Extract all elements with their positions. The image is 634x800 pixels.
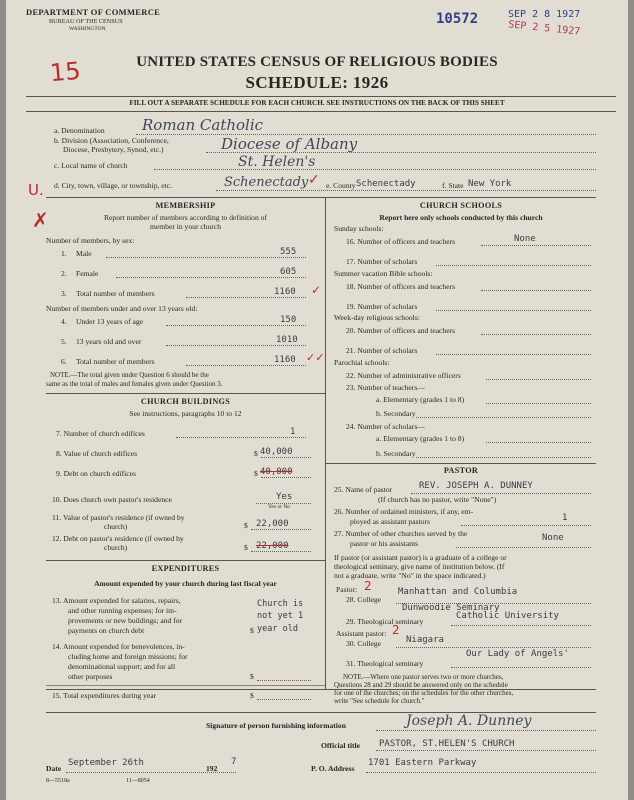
q14-line-1: 14. Amount expended for benevolences, in-: [52, 642, 185, 651]
q9-label: 9. Debt on church edifices: [56, 469, 136, 478]
q15-label: 15. Total expenditures during year: [52, 691, 157, 700]
q19-label: 19. Number of scholars: [346, 302, 418, 311]
q22-label: 22. Number of administrative officers: [346, 371, 461, 380]
q2-label: Female: [76, 269, 99, 278]
q14-line-4: other purposes: [68, 672, 113, 681]
pastor-note-2: Questions 28 and 29 should be answered only on the schedule: [334, 681, 508, 689]
bureau-label: BUREAU OF THE CENSUS: [49, 18, 123, 25]
q6-label: Total number of members: [76, 357, 155, 366]
department-label: DEPARTMENT OF COMMERCE: [26, 7, 161, 17]
form-title: UNITED STATES CENSUS OF RELIGIOUS BODIES: [136, 54, 498, 70]
q14-line-2: cluding home and foreign missions; for: [68, 652, 188, 661]
membership-heading: MEMBERSHIP: [155, 201, 216, 210]
q25-note: (If church has no pastor, write "None"): [378, 495, 497, 504]
q20-label: 20. Number of officers and teachers: [346, 326, 456, 335]
red-check: ✓: [311, 283, 322, 297]
church-name-value: St. Helen's: [238, 154, 316, 170]
q25-value: REV. JOSEPH A. DUNNEY: [419, 481, 533, 491]
q15-dollar: $: [250, 691, 254, 700]
stamp-number: 10572: [436, 11, 479, 27]
q13-line-2: and other running expenses; for im-: [68, 606, 177, 615]
q23a-label: a. Elementary (grades 1 to 8): [376, 395, 465, 404]
handwritten-2: 2: [364, 579, 372, 593]
q29-value-2: Catholic University: [456, 611, 559, 621]
q4-number: 4.: [61, 317, 67, 326]
q16-value: None: [514, 234, 536, 244]
schools-sub: Report here only schools conducted by this church: [379, 213, 543, 222]
membership-note-1: NOTE.—The total given under Question 6 should be the: [50, 371, 209, 379]
q9-value: 40,000: [260, 467, 293, 477]
pastor-note-1: NOTE.—Where one pastor serves two or more churches,: [343, 673, 504, 681]
q2-value: 605: [280, 267, 297, 277]
po-address-label: P. O. Address: [311, 764, 355, 773]
handwritten-number: 15: [48, 56, 82, 88]
membership-sub-2: member in your church: [149, 222, 222, 231]
q27-value: None: [542, 533, 564, 543]
pastor-note-3: for one of the churches; on the schedules for the other churches,: [334, 689, 514, 697]
q4-value: 150: [280, 315, 297, 325]
red-check: ✓: [308, 172, 320, 188]
q30-value: Niagara: [406, 635, 444, 645]
form-code-1: 8—5518a: [46, 778, 70, 784]
stamp-date: SEP 2 8 1927: [508, 9, 581, 20]
q26-label: 26. Number of ordained ministers, if any, em-: [334, 507, 474, 516]
q18-label: 18. Number of officers and teachers: [346, 282, 456, 291]
stamp-date-struck: SEP 2 5 1927: [507, 19, 581, 38]
q31-label: 31. Theological seminary: [346, 659, 424, 668]
state-value: New York: [468, 179, 512, 189]
pastor-label: Pastor:: [336, 585, 358, 594]
form-code-2: 11—8054: [126, 778, 150, 784]
q26-label-2: ployed as assistant pastors: [350, 517, 430, 526]
q11-value: 22,000: [256, 519, 289, 529]
q13-value-2: not yet 1: [257, 611, 304, 621]
q14-dollar: $: [250, 672, 254, 681]
q28-label: 28. College: [346, 595, 382, 604]
q9-dollar: $: [254, 469, 258, 478]
assistant-pastor-label: Assistant pastor:: [336, 629, 387, 638]
signature-label: Signature of person furnishing information: [206, 721, 346, 730]
q7-value: 1: [290, 427, 296, 437]
division-label: b. Division (Association, Conference,: [54, 136, 169, 145]
q24a-label: a. Elementary (grades 1 to 8): [376, 434, 465, 443]
summer-schools-label: Summer vacation Bible schools:: [334, 269, 433, 278]
education-note-2: theological seminary, give name of institution below. (If: [334, 562, 505, 571]
city-town-label: d. City, town, village, or township, etc.: [54, 181, 173, 190]
weekday-schools-label: Week-day religious schools:: [334, 313, 420, 322]
denomination-value: Roman Catholic: [142, 116, 264, 134]
q27-label-2: pastor or his assistants: [350, 539, 419, 548]
education-note-1: If pastor (or assistant pastor) is a graduate of a college or: [334, 553, 507, 562]
q12-value: 22,000: [256, 541, 289, 551]
q13-line-3: provements or new buildings; and for: [68, 616, 183, 625]
q25-label: 25. Name of pastor: [334, 485, 393, 494]
q11-label-2: church): [104, 522, 128, 531]
parochial-schools-label: Parochial schools:: [334, 358, 390, 367]
q21-label: 21. Number of scholars: [346, 346, 418, 355]
buildings-heading: CHURCH BUILDINGS: [140, 397, 231, 406]
q24b-label: b. Secondary: [376, 449, 416, 458]
county-value: Schenectady: [356, 179, 416, 189]
yes-no-hint: Yes or No: [268, 504, 291, 510]
q13-dollar: $: [250, 626, 254, 635]
q5-label: 13 years old and over: [76, 337, 142, 346]
official-title-value: PASTOR, ST.HELEN'S CHURCH: [379, 739, 515, 749]
denomination-label: a. Denomination: [54, 126, 105, 135]
division-value: Diocese of Albany: [221, 135, 358, 153]
red-check: ✓✓: [306, 351, 325, 364]
q8-value: 40,000: [260, 447, 293, 457]
q23b-label: b. Secondary: [376, 409, 416, 418]
handwritten-2: 2: [392, 623, 400, 637]
schedule-title: SCHEDULE: 1926: [245, 73, 389, 92]
q10-label: 10. Does church own pastor's residence: [52, 495, 172, 504]
q3-number: 3.: [61, 289, 67, 298]
q14-line-3: denominational support; and for all: [68, 662, 176, 671]
state-label: f. State: [442, 181, 464, 190]
schools-heading: CHURCH SCHOOLS: [419, 201, 503, 210]
q5-value: 1010: [276, 335, 298, 345]
q29-value-1: Dunwoodie Seminary: [402, 603, 500, 613]
pastor-note-4: write "See schedule for church.": [334, 697, 425, 705]
buildings-sub: See instructions, paragraphs 10 to 12: [129, 409, 242, 418]
q24-label: 24. Number of scholars—: [346, 422, 425, 431]
members-by-age-label: Number of members under and over 13 years old:: [46, 304, 198, 313]
county-label: e. County: [326, 181, 356, 190]
q11-label: 11. Value of pastor's residence (if owned by: [52, 513, 185, 522]
q4-label: Under 13 years of age: [76, 317, 144, 326]
q3-label: Total number of members: [76, 289, 155, 298]
q13-value-1: Church is: [257, 599, 304, 609]
education-note-3: not a graduate, write "No" in the space indicated.): [334, 571, 486, 580]
q23-label: 23. Number of teachers—: [346, 383, 425, 392]
expenditures-sub: Amount expended by your church during last fiscal year: [94, 579, 277, 588]
sunday-schools-label: Sunday schools:: [334, 224, 384, 233]
q17-label: 17. Number of scholars: [346, 257, 418, 266]
q12-dollar: $: [244, 543, 248, 552]
church-name-label: c. Local name of church: [54, 161, 128, 170]
q1-value: 555: [280, 247, 297, 257]
handwritten-u: U.: [28, 181, 44, 199]
date-value: September 26th: [68, 758, 144, 768]
q6-number: 6.: [61, 357, 67, 366]
q26-value: 1: [562, 513, 568, 523]
membership-note-2: same as the total of males and females given under Question 3.: [46, 380, 223, 388]
q16-label: 16. Number of officers and teachers: [346, 237, 456, 246]
year-value: 7: [231, 757, 237, 767]
q3-value: 1160: [274, 287, 296, 297]
q11-dollar: $: [244, 521, 248, 530]
q12-label-2: church): [104, 543, 128, 552]
instruction-line: FILL OUT A SEPARATE SCHEDULE FOR EACH CHURCH. SEE INSTRUCTIONS ON THE BACK OF THIS SHEET: [129, 99, 505, 107]
division-label-2: Diocese, Presbytery, Synod, etc.): [63, 145, 164, 154]
date-label: Date: [46, 764, 62, 773]
q13-value-3: year old: [257, 624, 298, 634]
city-value: Schenectady: [224, 175, 309, 190]
city-label: WASHINGTON: [69, 26, 106, 32]
census-schedule-page: [6, 0, 628, 800]
q13-line-1: 13. Amount expended for salaries, repairs,: [52, 596, 181, 605]
members-by-sex-label: Number of members, by sex:: [46, 236, 135, 245]
official-title-label: Official title: [321, 741, 361, 750]
q8-label: 8. Value of church edifices: [56, 449, 138, 458]
q13-line-4: payments on church debt: [68, 626, 145, 635]
q10-value: Yes: [276, 492, 293, 502]
q6-value: 1160: [274, 355, 296, 365]
q8-dollar: $: [254, 449, 258, 458]
q1-number: 1.: [61, 249, 67, 258]
q30-label: 30. College: [346, 639, 382, 648]
signature-value: Joseph A. Dunney: [406, 713, 532, 729]
expenditures-heading: EXPENDITURES: [151, 564, 220, 573]
q31-value: Our Lady of Angels': [466, 649, 569, 659]
red-cross-mark: ✗: [32, 208, 49, 232]
q12-label: 12. Debt on pastor's residence (if owned by: [52, 534, 184, 543]
q1-label: Male: [76, 249, 92, 258]
q27-label: 27. Number of other churches served by the: [334, 529, 468, 538]
q28-value: Manhattan and Columbia: [398, 587, 518, 597]
pastor-heading: PASTOR: [443, 466, 479, 475]
q2-number: 2.: [61, 269, 67, 278]
q7-label: 7. Number of church edifices: [56, 429, 145, 438]
q5-number: 5.: [61, 337, 67, 346]
year-prefix: 192: [206, 764, 218, 773]
po-address-value: 1701 Eastern Parkway: [368, 758, 477, 768]
q29-label: 29. Theological seminary: [346, 617, 424, 626]
membership-sub-1: Report number of members according to definition of: [103, 213, 267, 222]
